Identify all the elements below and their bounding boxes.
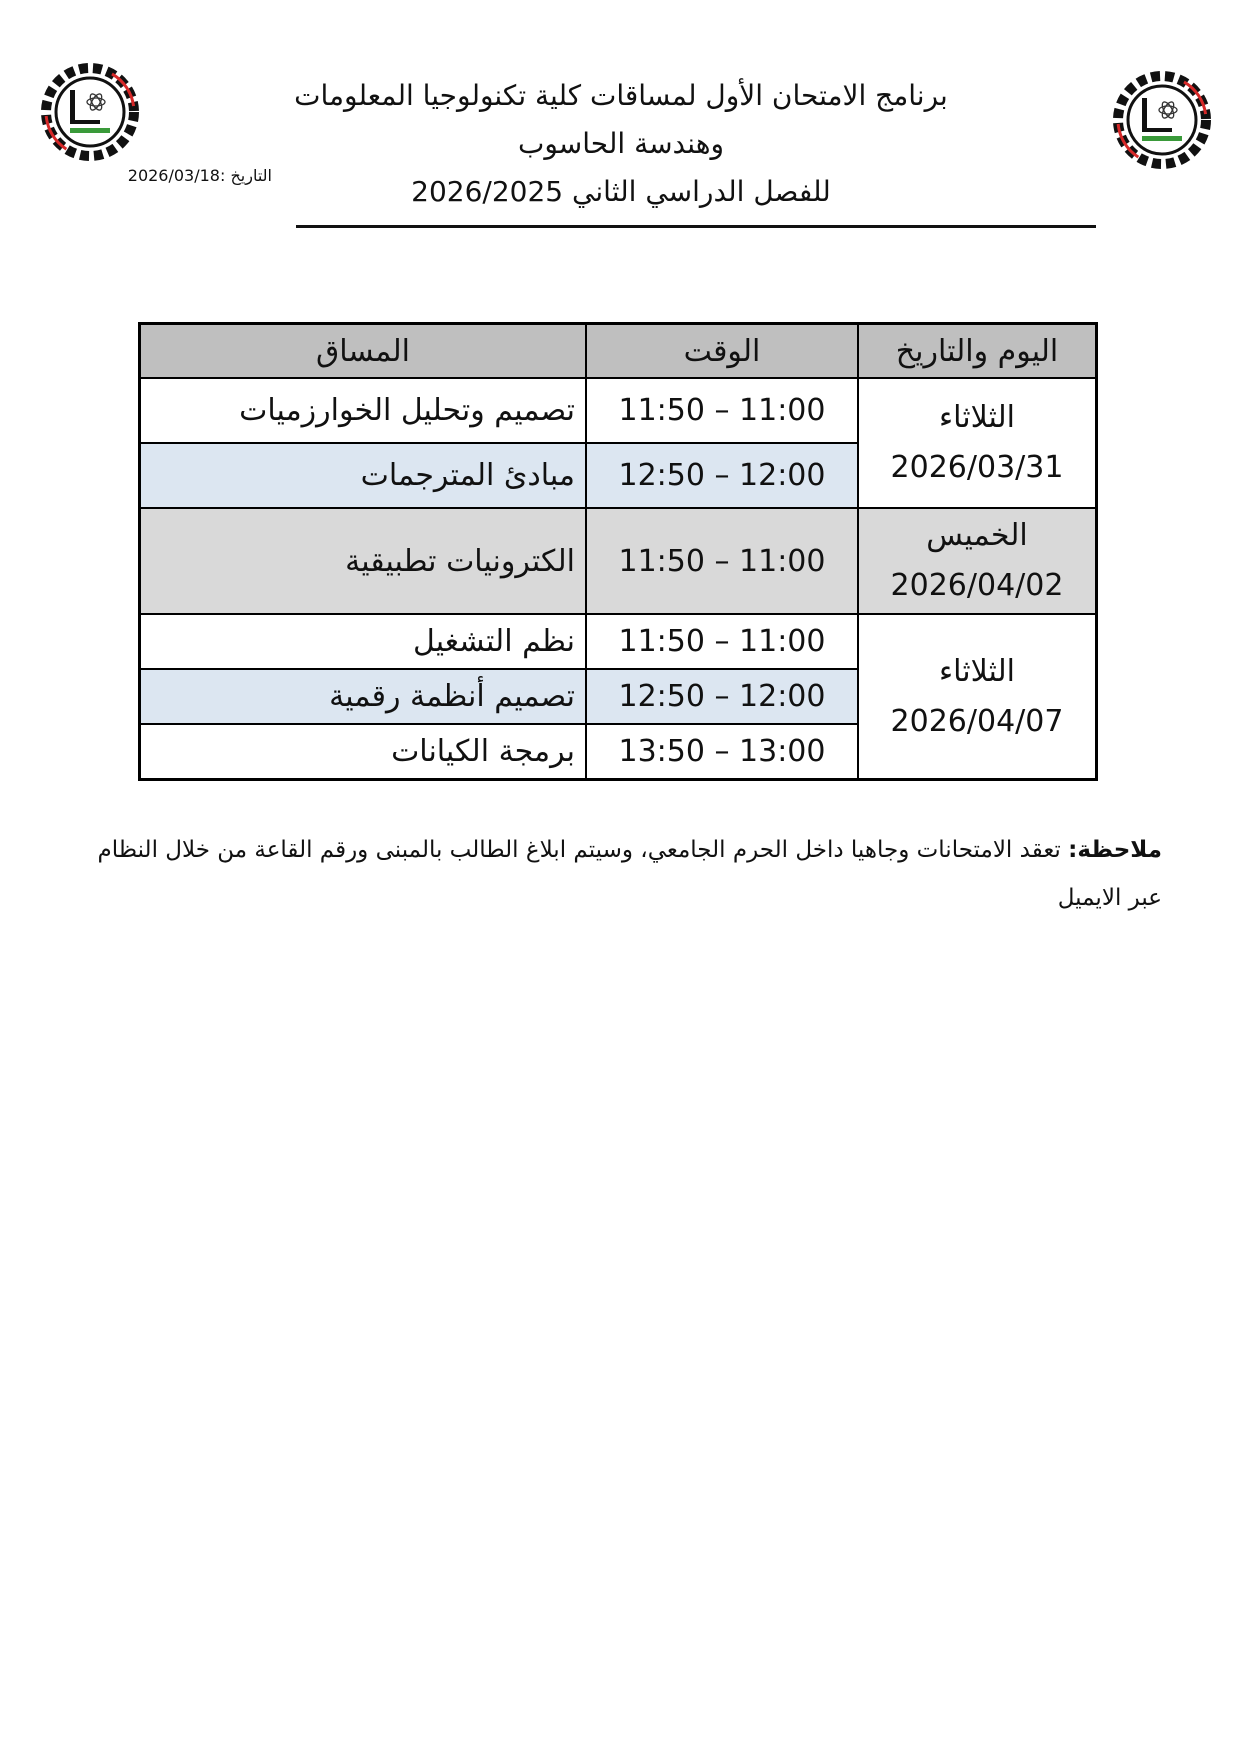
day-date-cell — [858, 508, 1097, 614]
table-row — [140, 614, 1097, 669]
university-logo-left-icon — [40, 62, 140, 162]
page-title — [265, 72, 977, 216]
header-day-date: اليوم والتاريخ — [858, 324, 1097, 379]
exam-schedule-table — [138, 322, 1098, 781]
exam-date: 2026/04/02 — [890, 568, 1064, 603]
title-line-2: وهندسة الحاسوب — [517, 127, 724, 160]
time-cell: 11:50 – 11:00 — [586, 614, 858, 669]
exam-date: 2026/03/31 — [890, 450, 1064, 485]
header-course: المساق — [140, 324, 587, 379]
title-divider — [296, 225, 1096, 228]
day-name: الثلاثاء — [938, 400, 1016, 435]
exam-note — [90, 826, 1162, 922]
course-cell: نظم التشغيل — [140, 614, 587, 669]
issue-date: التاريخ :2026/03/18 — [127, 166, 272, 185]
university-logo-right-icon — [1112, 70, 1212, 170]
note-text: تعقد الامتحانات وجاهيا داخل الحرم الجامعي، وسيتم ابلاغ الطالب بالمبنى ورقم القاعة من خلال النظام عبر الايميل — [97, 837, 1162, 911]
time-cell: 12:50 – 12:00 — [586, 669, 858, 724]
time-cell: 13:50 – 13:00 — [586, 724, 858, 780]
note-label: ملاحظة: — [1068, 837, 1162, 863]
title-line-1: برنامج الامتحان الأول لمساقات كلية تكنولوجيا المعلومات — [294, 79, 948, 112]
course-cell: مبادئ المترجمات — [140, 443, 587, 508]
time-cell: 12:50 – 12:00 — [586, 443, 858, 508]
time-cell: 11:50 – 11:00 — [586, 378, 858, 443]
course-cell: الكترونيات تطبيقية — [140, 508, 587, 614]
header-time: الوقت — [586, 324, 858, 379]
day-name: الخميس — [926, 518, 1028, 553]
day-date-cell — [858, 614, 1097, 780]
table-header-row — [140, 324, 1097, 379]
day-name: الثلاثاء — [938, 653, 1016, 689]
course-cell: تصميم أنظمة رقمية — [140, 669, 587, 724]
course-cell: برمجة الكيانات — [140, 724, 587, 780]
exam-date: 2026/04/07 — [890, 703, 1064, 739]
day-date-cell — [858, 378, 1097, 508]
time-cell: 11:50 – 11:00 — [586, 508, 858, 614]
table-row — [140, 508, 1097, 614]
title-line-3: للفصل الدراسي الثاني 2026/2025 — [411, 175, 831, 208]
table-row — [140, 378, 1097, 443]
course-cell: تصميم وتحليل الخوارزميات — [140, 378, 587, 443]
